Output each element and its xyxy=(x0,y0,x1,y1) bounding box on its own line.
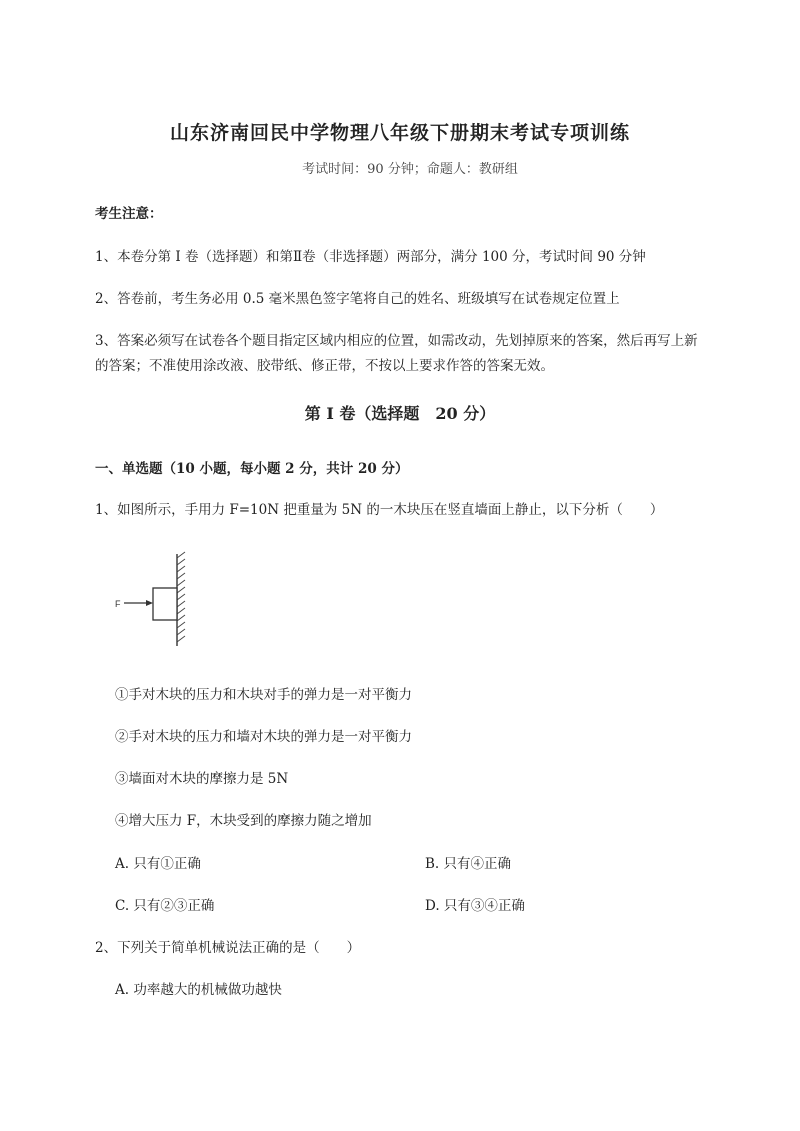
notice-item-3: 3、答案必须写在试卷各个题目指定区域内相应的位置，如需改动，先划掉原来的答案，然后再写上新 xyxy=(95,333,698,349)
notice-item-2: 2、答卷前，考生务必用 0.5 毫米黑色签字笔将自己的姓名、班级填写在试卷规定位置上 xyxy=(95,291,620,307)
force-label: F xyxy=(115,599,121,609)
option-a[interactable]: A. 只有①正确 xyxy=(115,856,201,872)
statement-3: ③墙面对木块的摩擦力是 5N xyxy=(115,771,289,787)
statement-2: ②手对木块的压力和墙对木块的弹力是一对平衡力 xyxy=(115,729,412,745)
question-1-figure xyxy=(110,550,210,654)
statement-1: ①手对木块的压力和木块对手的弹力是一对平衡力 xyxy=(115,687,412,703)
notice-item-3-cont: 的答案；不准使用涂改液、胶带纸、修正带，不按以上要求作答的答案无效。 xyxy=(95,358,554,374)
question-2-option-a[interactable]: A. 功率越大的机械做功越快 xyxy=(115,982,282,998)
statement-4: ④增大压力 F，木块受到的摩擦力随之增加 xyxy=(115,813,372,829)
question-2-stem: 2、下列关于简单机械说法正确的是（ ） xyxy=(95,940,361,956)
option-b[interactable]: B. 只有④正确 xyxy=(425,856,512,872)
option-c[interactable]: C. 只有②③正确 xyxy=(115,898,215,914)
section-title: 第 I 卷（选择题 20 分） xyxy=(304,404,496,423)
question-1-stem: 1、如图所示，手用力 F=10N 把重量为 5N 的一木块压在竖直墙面上静止，以下分析（ ） xyxy=(95,502,664,518)
option-d[interactable]: D. 只有③④正确 xyxy=(425,898,525,914)
document-subtitle: 考试时间：90 分钟；命题人：教研组 xyxy=(302,162,518,177)
notice-item-1: 1、本卷分第 I 卷（选择题）和第Ⅱ卷（非选择题）两部分，满分 100 分，考试时间 90 分钟 xyxy=(95,249,646,265)
part-heading: 一、单选题（10 小题，每小题 2 分，共计 20 分） xyxy=(95,461,409,477)
notice-heading: 考生注意： xyxy=(95,206,163,222)
document-title: 山东济南回民中学物理八年级下册期末考试专项训练 xyxy=(169,122,630,144)
